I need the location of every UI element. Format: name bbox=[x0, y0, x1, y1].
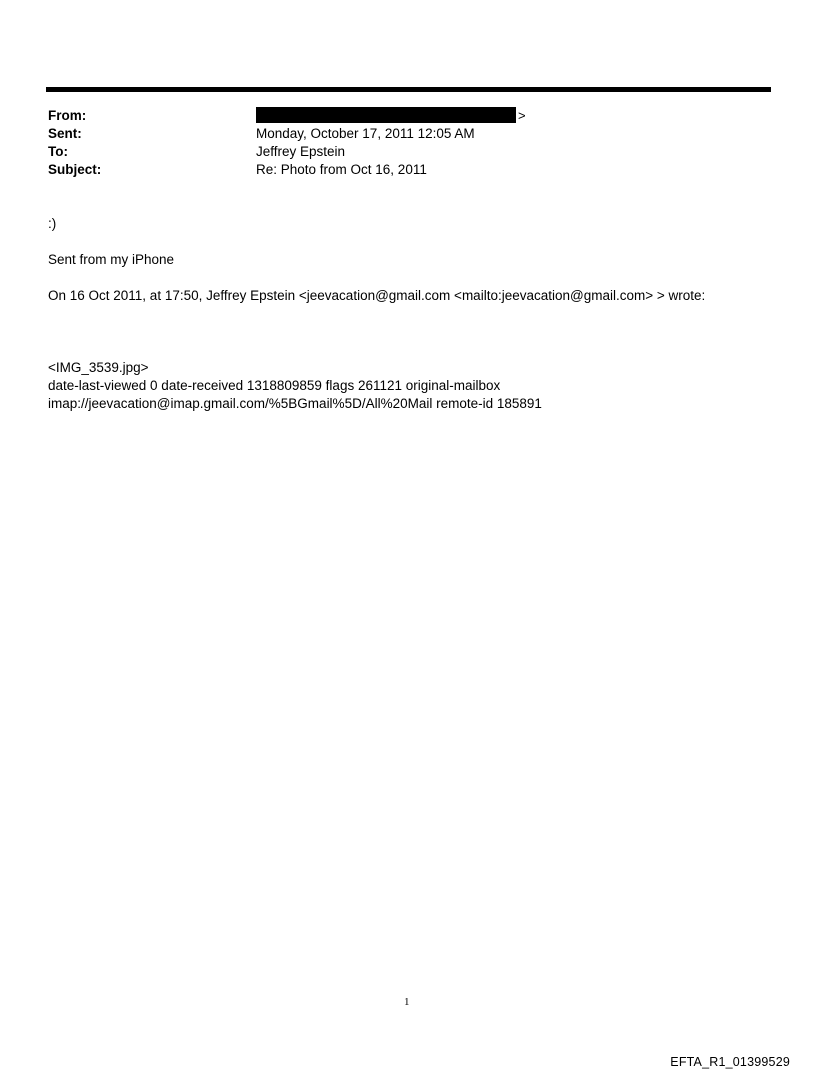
subject-label: Subject: bbox=[48, 162, 102, 177]
header-rule bbox=[46, 87, 771, 92]
page-number: 1 bbox=[404, 996, 410, 1008]
redaction-block bbox=[256, 107, 516, 123]
subject-value: Re: Photo from Oct 16, 2011 bbox=[256, 162, 427, 177]
sent-value: Monday, October 17, 2011 12:05 AM bbox=[256, 126, 475, 141]
body-smiley: :) bbox=[48, 216, 57, 231]
body-metadata-line-2: imap://jeevacation@imap.gmail.com/%5BGmail%5D/All%20Mail remote-id 185891 bbox=[48, 396, 542, 411]
body-quote-header: On 16 Oct 2011, at 17:50, Jeffrey Epstein <jeevacation@gmail.com <mailto:jeevacation@gmail.com> > wrote: bbox=[48, 288, 706, 303]
to-label: To: bbox=[48, 144, 68, 159]
to-value: Jeffrey Epstein bbox=[256, 144, 346, 159]
body-signature: Sent from my iPhone bbox=[48, 252, 175, 267]
body-attachment-name: <IMG_3539.jpg> bbox=[48, 360, 149, 375]
sent-label: Sent: bbox=[48, 126, 82, 141]
body-metadata-line-1: date-last-viewed 0 date-received 1318809859 flags 261121 original-mailbox bbox=[48, 378, 501, 393]
document-id: EFTA_R1_01399529 bbox=[670, 1055, 790, 1069]
from-value-tail: > bbox=[518, 108, 526, 123]
from-label: From: bbox=[48, 108, 87, 123]
